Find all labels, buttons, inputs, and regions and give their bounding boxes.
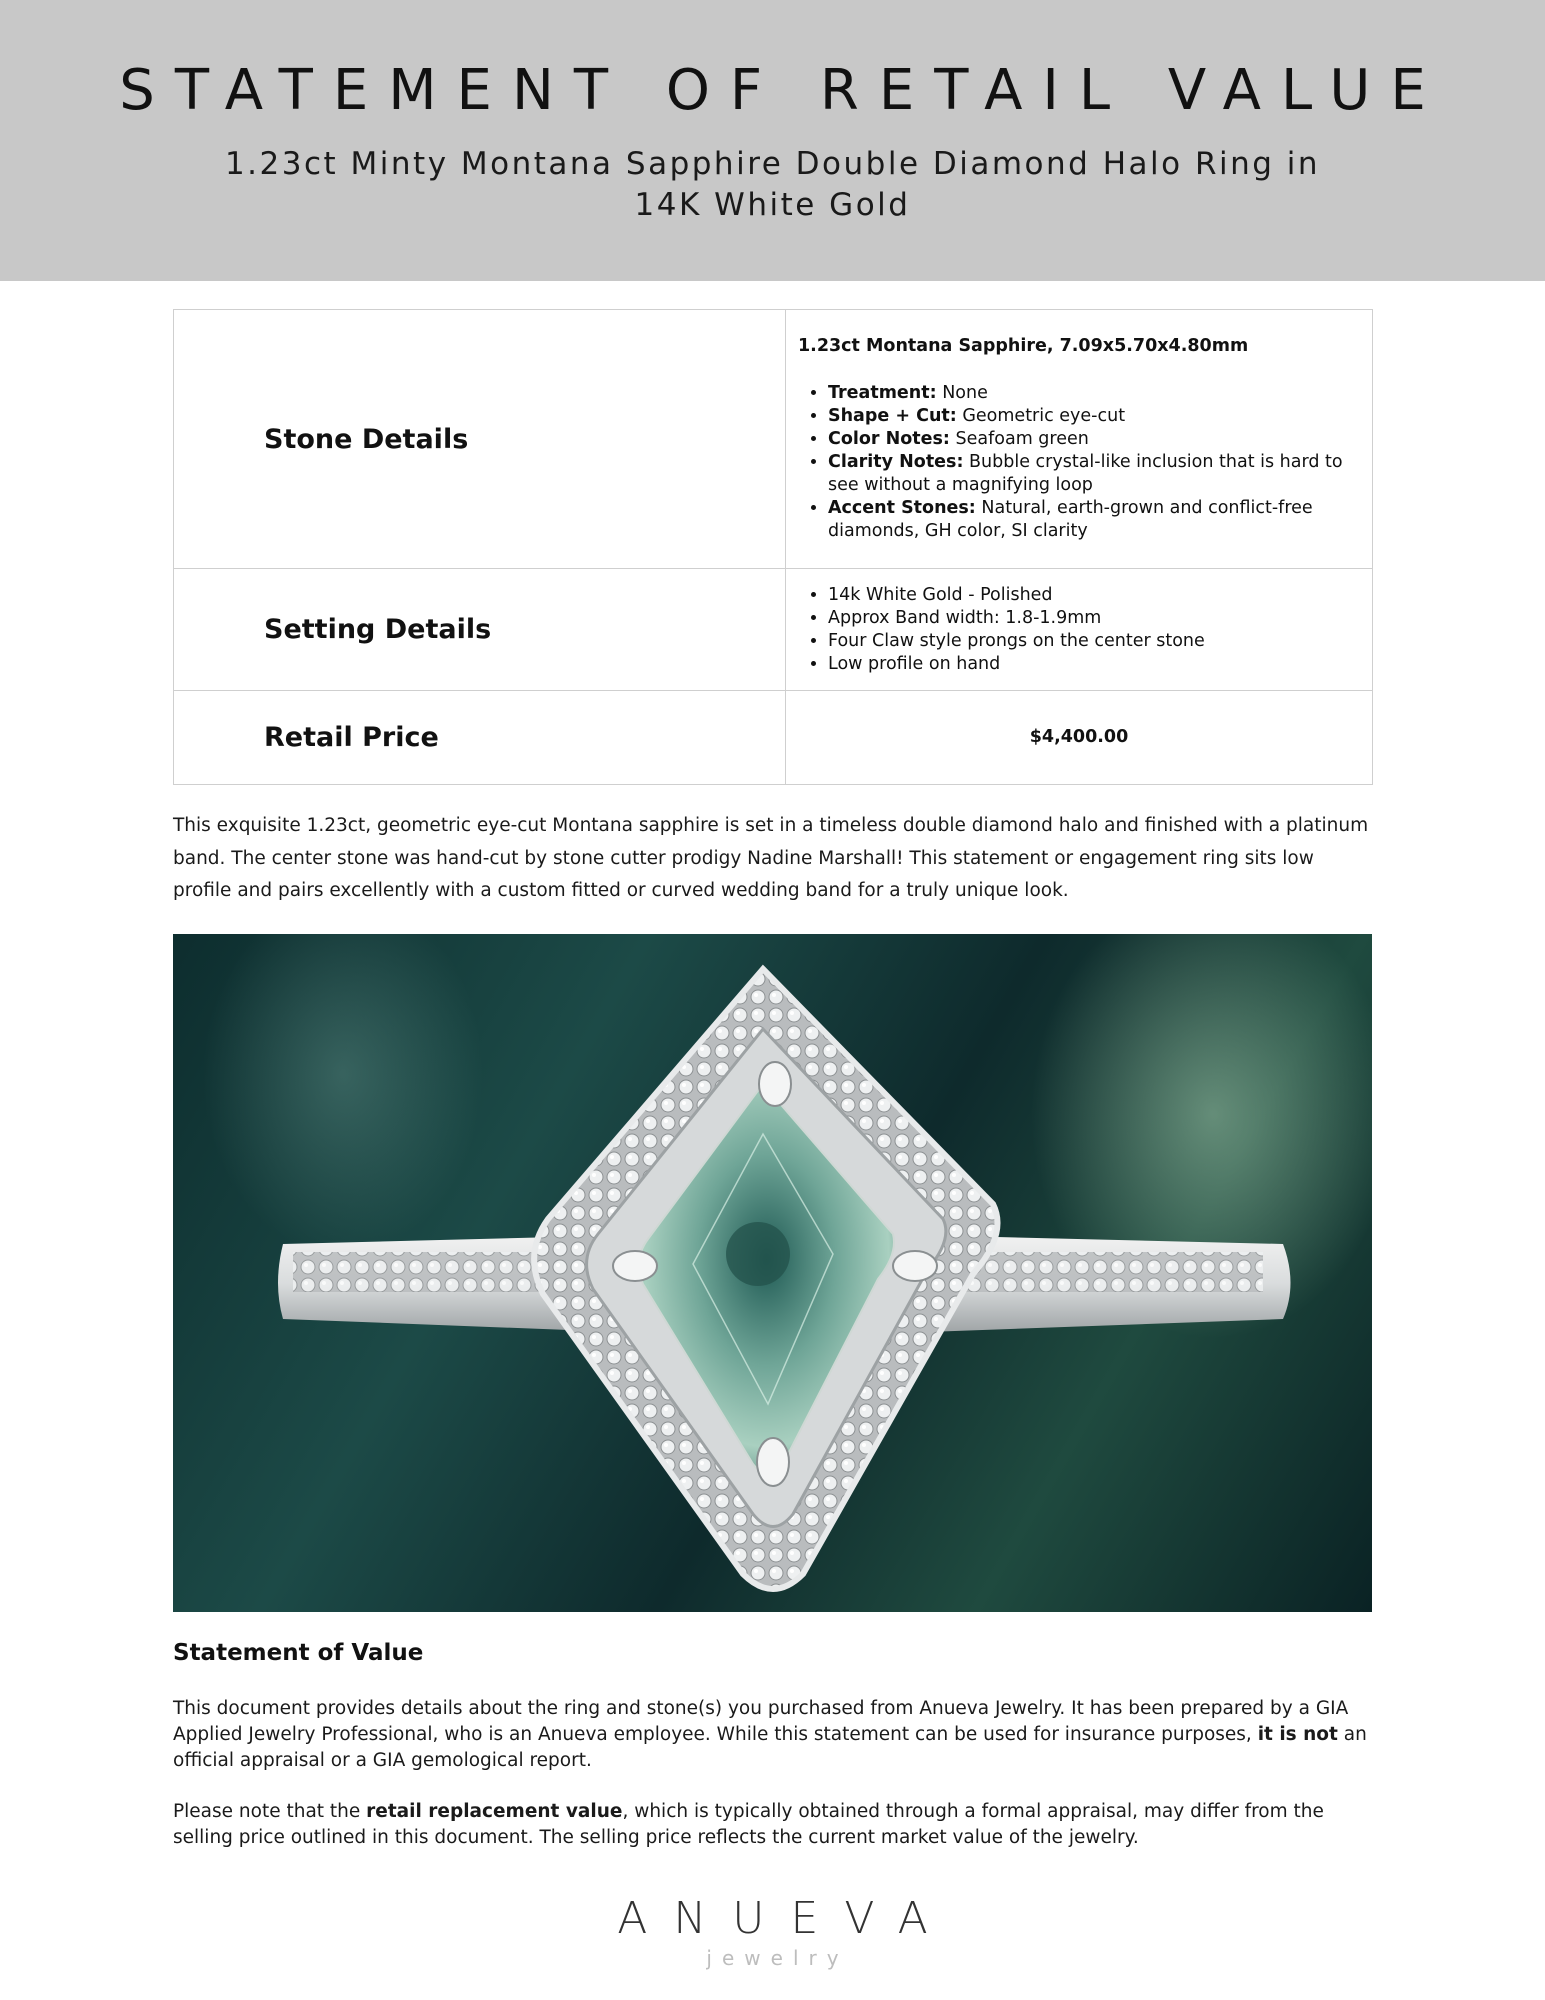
list-item — [828, 405, 1360, 428]
list-item — [828, 382, 1360, 405]
retail-price-row — [174, 691, 1373, 785]
ring-photo — [173, 934, 1372, 1612]
statement-paragraph-2 — [173, 1799, 1378, 1851]
ring-illustration — [173, 934, 1372, 1612]
item-key: Color Notes: — [828, 429, 950, 449]
item-value: Natural, earth-grown and conflict-free diamonds, GH color, SI clarity — [828, 498, 1313, 541]
list-item — [828, 451, 1360, 497]
item-value: None — [936, 383, 988, 403]
item-value: Seafoam green — [949, 429, 1089, 449]
setting-details-value — [786, 569, 1373, 691]
details-table — [173, 309, 1373, 785]
statement-title: Statement of Value — [173, 1640, 424, 1666]
product-subtitle: 1.23ct Minty Montana Sapphire Double Diamond Halo Ring in 14K White Gold — [224, 146, 1321, 223]
prong-left — [613, 1251, 657, 1281]
setting-details-row — [174, 569, 1373, 691]
prong-bottom — [757, 1438, 789, 1486]
setting-details-list — [798, 584, 1360, 676]
statement-emphasis: retail replacement value — [366, 1801, 623, 1822]
list-item: • Approx Band width: 1.8-1.9mm — [828, 607, 1360, 630]
stone-details-list — [798, 382, 1360, 543]
list-item: • 14k White Gold - Polished — [828, 584, 1360, 607]
product-description: This exquisite 1.23ct, geometric eye-cut Montana sapphire is set in a timeless double diamond halo and finished with a platinum band. The center stone was hand-cut by stone cutter prodigy Nadine Marshall! This statement or engagement ring sits low profile and pairs excellently with a custom fitted or curved wedding band for a truly unique look. — [173, 815, 1369, 901]
statement-text: This document provides details about the ring and stone(s) you purchased from Anueva Jewelry. It has been prepared by a GIA Applied Jewelry Professional, who is an Anueva employee. While this statement can be used for insurance purposes, — [173, 1698, 1349, 1745]
item-key: Accent Stones: — [828, 498, 976, 518]
stone-details-value — [786, 310, 1373, 569]
list-item: • Low profile on hand — [828, 653, 1360, 676]
setting-details-label: Setting Details — [174, 569, 786, 691]
stone-details-label: Stone Details — [174, 310, 786, 569]
statement-text: , which is typically obtained through a formal appraisal, may differ from the selling price outlined in this document. The selling price reflects the current market value of the jewelry. — [173, 1801, 1324, 1848]
brand-logo: ANUEVA — [617, 1893, 954, 1944]
stone-details-row — [174, 310, 1373, 569]
retail-price-label: Retail Price — [174, 691, 786, 785]
page-title: STATEMENT OF RETAIL VALUE — [119, 58, 1446, 123]
list-item: • Four Claw style prongs on the center stone — [828, 630, 1360, 653]
prong-right — [893, 1251, 937, 1281]
prong-top — [759, 1062, 791, 1106]
statement-paragraph-1 — [173, 1696, 1378, 1774]
item-key: Shape + Cut: — [828, 406, 957, 426]
header-banner — [0, 0, 1545, 281]
statement-text: Please note that the — [173, 1801, 367, 1822]
retail-price-value: $4,400.00 — [786, 691, 1373, 785]
brand-logo-subtitle: jewelry — [706, 1946, 849, 1970]
stone-heading: 1.23ct Montana Sapphire, 7.09x5.70x4.80mm — [798, 336, 1249, 356]
item-key: Treatment: — [828, 383, 937, 403]
list-item — [828, 497, 1360, 543]
item-value: Geometric eye-cut — [956, 406, 1126, 426]
item-value: Bubble crystal-like inclusion that is hard to see without a magnifying loop — [828, 452, 1343, 495]
statement-emphasis: it is not — [1257, 1724, 1338, 1745]
item-key: Clarity Notes: — [828, 452, 964, 472]
statement-text: an official appraisal or a GIA gemological report. — [173, 1724, 1367, 1771]
gem-center — [726, 1222, 790, 1286]
list-item — [828, 428, 1360, 451]
